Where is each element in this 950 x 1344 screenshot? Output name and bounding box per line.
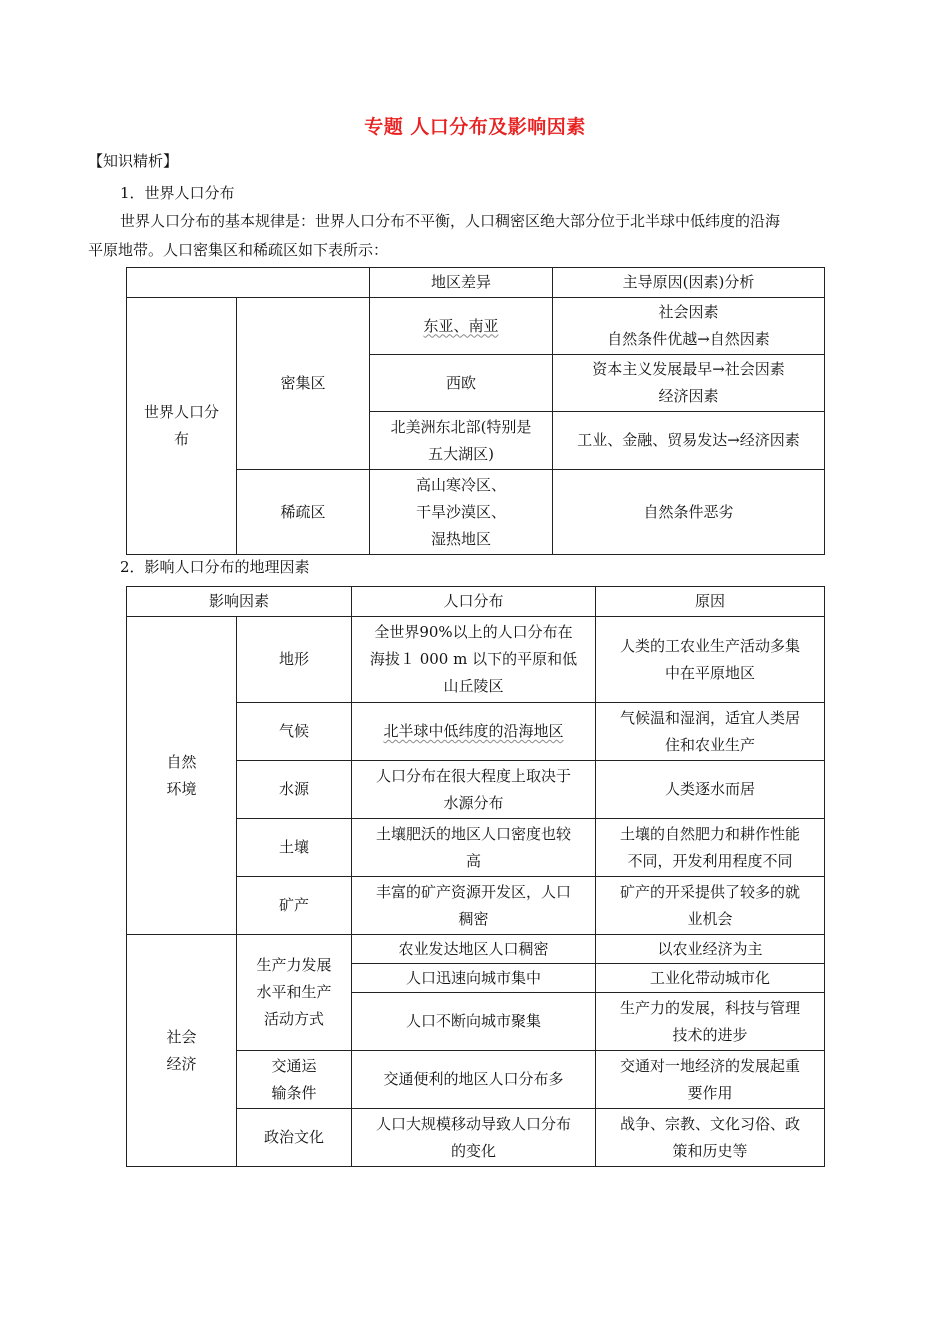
reason-cell: 人类的工农业生产活动多集 中在平原地区 bbox=[596, 617, 825, 703]
dense-sparse-table bbox=[126, 267, 825, 555]
reason-cell: 社会因素 自然条件优越→自然因素 bbox=[553, 298, 825, 355]
row-group-label: 世界人口分 布 bbox=[127, 298, 237, 555]
table-header-row bbox=[127, 587, 825, 617]
reason-cell: 人类逐水而居 bbox=[596, 761, 825, 819]
social-economy-label: 社会 经济 bbox=[127, 935, 237, 1167]
transport-factor-cell: 交通运 输条件 bbox=[237, 1051, 352, 1109]
distribution-cell: 交通便利的地区人口分布多 bbox=[352, 1051, 596, 1109]
header-reason: 原因 bbox=[596, 587, 825, 617]
heading-influencing-factors: 2．影响人口分布的地理因素 bbox=[120, 558, 310, 576]
sparse-label: 稀疏区 bbox=[237, 470, 370, 555]
reason-cell: 矿产的开采提供了较多的就 业机会 bbox=[596, 877, 825, 935]
reason-cell: 气候温和湿润，适宜人类居 住和农业生产 bbox=[596, 703, 825, 761]
table-row bbox=[127, 298, 825, 355]
region-cell: 高山寒冷区、 干旱沙漠区、 湿热地区 bbox=[370, 470, 553, 555]
header-blank bbox=[127, 268, 370, 298]
factor-cell: 气候 bbox=[237, 703, 352, 761]
productivity-factor-cell: 生产力发展 水平和生产 活动方式 bbox=[237, 935, 352, 1051]
distribution-cell: 丰富的矿产资源开发区，人口 稠密 bbox=[352, 877, 596, 935]
region-cell: 北美洲东北部(特别是 五大湖区) bbox=[370, 412, 553, 470]
region-cell: 东亚、南亚 bbox=[370, 298, 553, 355]
politics-factor-cell: 政治文化 bbox=[237, 1109, 352, 1167]
distribution-cell: 土壤肥沃的地区人口密度也较 高 bbox=[352, 819, 596, 877]
factor-cell: 地形 bbox=[237, 617, 352, 703]
dense-label: 密集区 bbox=[237, 298, 370, 470]
intro-line-1: 世界人口分布的基本规律是：世界人口分布不平衡，人口稠密区绝大部分位于北半球中低纬度的沿海 bbox=[120, 212, 781, 230]
reason-cell: 工业化带动城市化 bbox=[596, 964, 825, 993]
reason-cell: 工业、金融、贸易发达→经济因素 bbox=[553, 412, 825, 470]
influencing-factors-table bbox=[126, 586, 825, 1167]
intro-line-2: 平原地带。人口密集区和稀疏区如下表所示： bbox=[88, 241, 389, 259]
distribution-cell: 全世界90%以上的人口分布在 海拔１ 000 m 以下的平原和低 山丘陵区 bbox=[352, 617, 596, 703]
header-reason: 主导原因(因素)分析 bbox=[553, 268, 825, 298]
reason-cell: 土壤的自然肥力和耕作性能 不同，开发利用程度不同 bbox=[596, 819, 825, 877]
section-tag: 【知识精析】 bbox=[88, 152, 179, 170]
page-title: 专题 人口分布及影响因素 bbox=[364, 116, 586, 138]
reason-cell: 生产力的发展，科技与管理 技术的进步 bbox=[596, 993, 825, 1051]
header-distribution: 人口分布 bbox=[352, 587, 596, 617]
factor-cell: 矿产 bbox=[237, 877, 352, 935]
table-header-row bbox=[127, 268, 825, 298]
distribution-cell: 人口迅速向城市集中 bbox=[352, 964, 596, 993]
heading-world-distribution: 1．世界人口分布 bbox=[120, 184, 235, 202]
reason-cell: 资本主义发展最早→社会因素 经济因素 bbox=[553, 355, 825, 412]
distribution-cell: 人口不断向城市聚集 bbox=[352, 993, 596, 1051]
factor-cell: 土壤 bbox=[237, 819, 352, 877]
table-row bbox=[127, 617, 825, 703]
distribution-cell: 人口分布在很大程度上取决于 水源分布 bbox=[352, 761, 596, 819]
region-cell: 西欧 bbox=[370, 355, 553, 412]
reason-cell: 交通对一地经济的发展起重 要作用 bbox=[596, 1051, 825, 1109]
reason-cell: 以农业经济为主 bbox=[596, 935, 825, 964]
reason-cell: 自然条件恶劣 bbox=[553, 470, 825, 555]
natural-environment-label: 自然 环境 bbox=[127, 617, 237, 935]
distribution-cell: 北半球中低纬度的沿海地区 bbox=[352, 703, 596, 761]
distribution-cell: 农业发达地区人口稠密 bbox=[352, 935, 596, 964]
table-row bbox=[127, 935, 825, 964]
header-factor: 影响因素 bbox=[127, 587, 352, 617]
distribution-cell: 人口大规模移动导致人口分布 的变化 bbox=[352, 1109, 596, 1167]
reason-cell: 战争、宗教、文化习俗、政 策和历史等 bbox=[596, 1109, 825, 1167]
factor-cell: 水源 bbox=[237, 761, 352, 819]
header-region: 地区差异 bbox=[370, 268, 553, 298]
